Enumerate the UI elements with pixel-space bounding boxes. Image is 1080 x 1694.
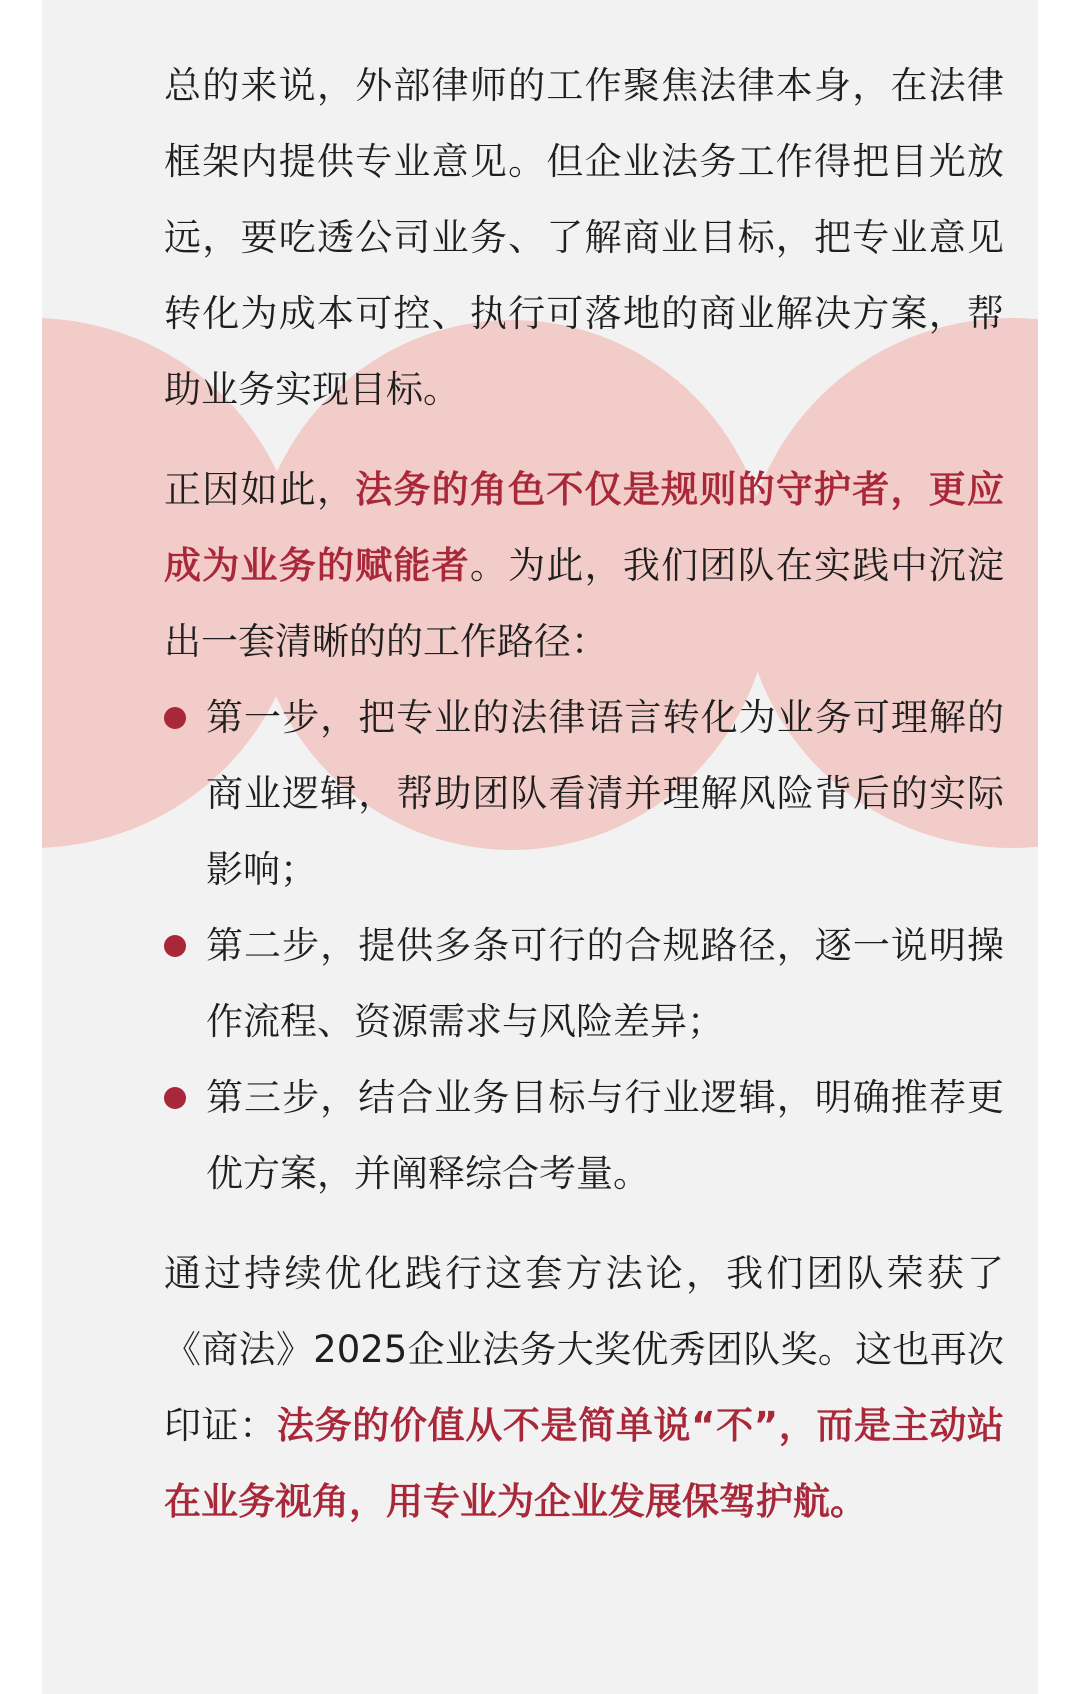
paragraph-award [164,1236,1004,1540]
bullet-icon [164,935,186,957]
bullet-icon [164,707,186,729]
article-body [164,48,1004,1564]
list-item [164,1060,1004,1212]
step-text: 第三步，结合业务目标与行业逻辑，明确推荐更优方案，并阐释综合考量。 [206,1076,1004,1195]
article-page [42,0,1038,1694]
paragraph-summary: 总的来说，外部律师的工作聚焦法律本身，在法律框架内提供专业意见。但企业法务工作得把目光放远，要吃透公司业务、了解商业目标，把专业意见转化为成本可控、执行可落地的商业解决方案，帮助业务实现目标。 [164,64,1004,411]
paragraph-role-outro: 。为此，我们团队在实践中沉淀出一套清晰的的工作路径： [164,544,1005,663]
paragraph-role-intro: 正因如此， [164,468,356,511]
paragraph-award-intro: 通过持续优化践行这套方法论，我们团队荣获了《商法》2025企业法务大奖优秀团队奖。这也再次印证： [164,1252,1004,1447]
list-item [164,908,1004,1060]
step-text: 第一步，把专业的法律语言转化为业务可理解的商业逻辑，帮助团队看清并理解风险背后的实际影响； [206,696,1004,891]
steps-list [164,680,1004,1212]
paragraph-role [164,452,1004,680]
role-highlight: 法务的角色不仅是规则的守护者，更应成为业务的赋能者 [164,468,1005,587]
value-highlight: 法务的价值从不是简单说“不”，而是主动站在业务视角，用专业为企业发展保驾护航。 [164,1404,1005,1523]
list-item [164,680,1004,908]
step-text: 第二步，提供多条可行的合规路径，逐一说明操作流程、资源需求与风险差异； [206,924,1004,1043]
bullet-icon [164,1087,186,1109]
